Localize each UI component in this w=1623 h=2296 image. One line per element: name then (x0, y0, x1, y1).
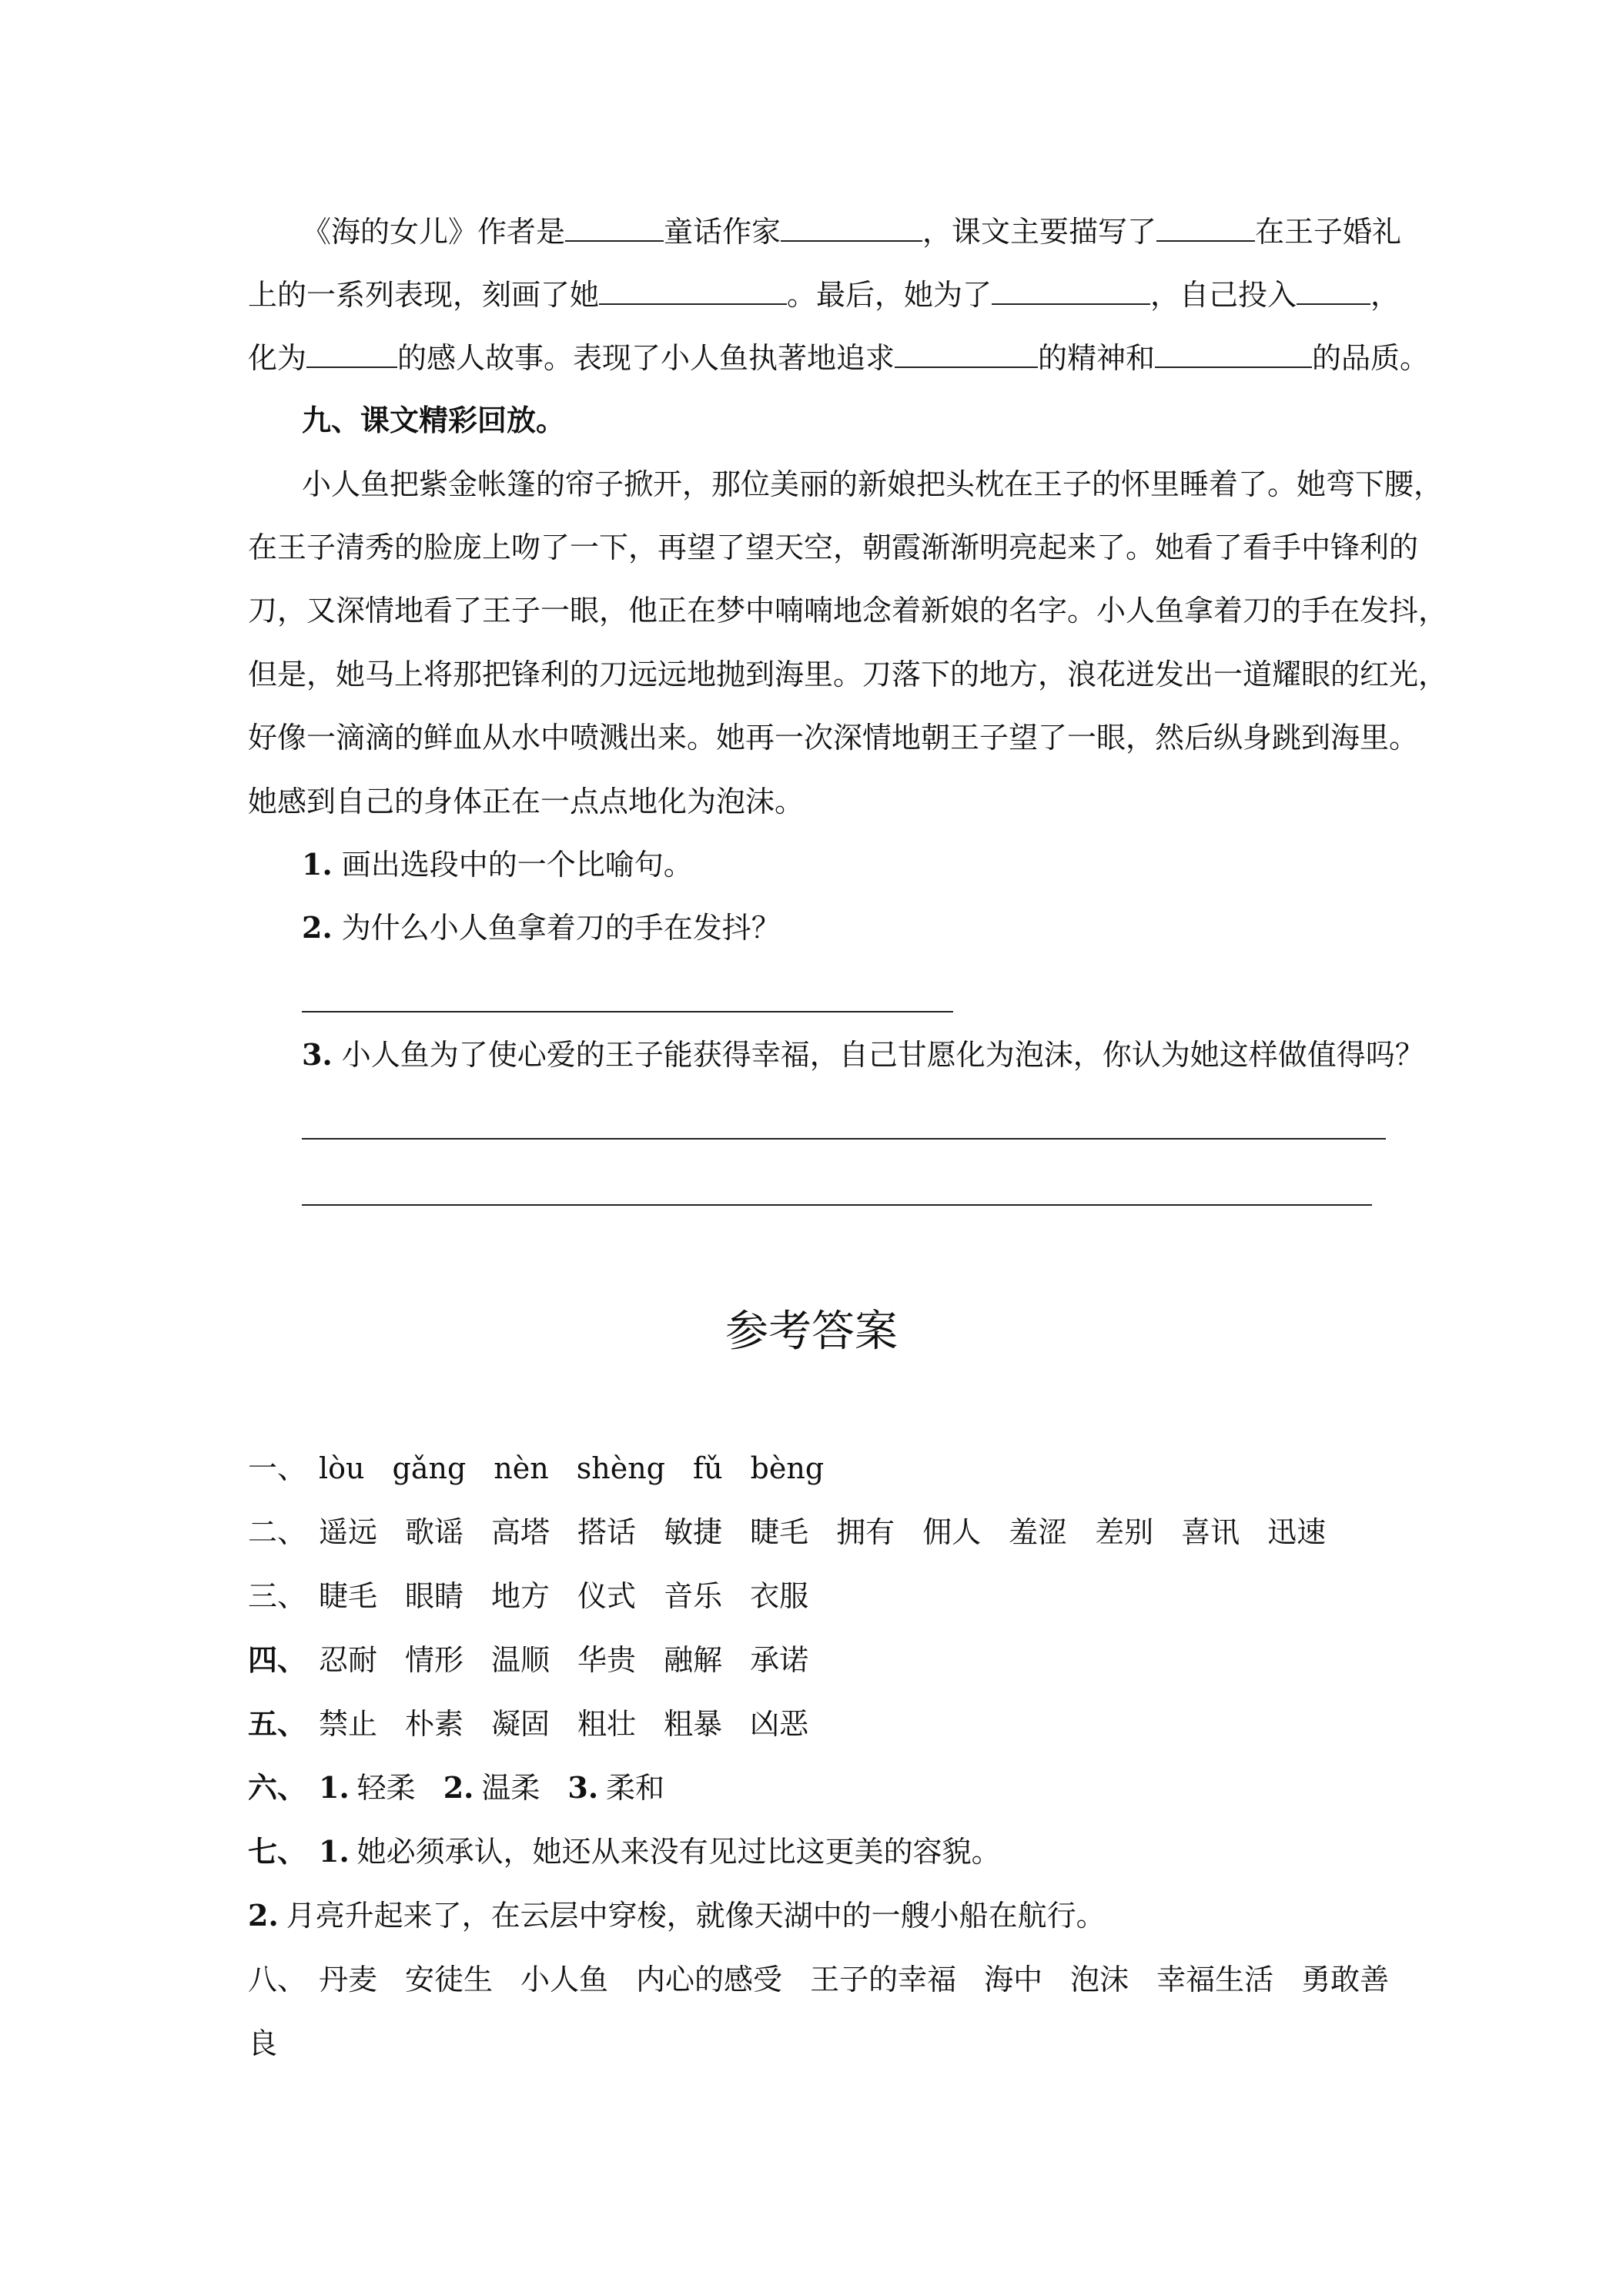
fill-blank[interactable] (306, 339, 397, 368)
fill-blank[interactable] (565, 213, 664, 242)
answer-item: 温柔 (481, 1771, 540, 1805)
passage-text: 童话作家 (664, 215, 781, 249)
answer-label: 八、 (248, 1963, 307, 1996)
answer-item: 睫毛 (319, 1579, 378, 1613)
passage-text: 《海的女儿》作者是 (302, 215, 566, 249)
answer-item: 羞涩 (1009, 1515, 1068, 1549)
answer-item: 丹麦 (319, 1963, 378, 1996)
fill-blank[interactable] (781, 213, 922, 242)
answer-row-2 (248, 1514, 1354, 1551)
fill-passage-line-1 (302, 213, 1401, 250)
answer-row-8-continuation: 良 (248, 2027, 278, 2060)
answer-item: 忍耐 (319, 1643, 378, 1677)
answer-item: 音乐 (664, 1579, 723, 1613)
answer-item: 她必须承认，她还从来没有见过比这更美的容貌。 (356, 1835, 1001, 1869)
passage-text: ， (1370, 278, 1400, 312)
passage-text: 在王子婚礼 (1255, 215, 1402, 249)
answer-number: 2. (443, 1770, 474, 1805)
paragraph-line: 小人鱼把紫金帐篷的帘子掀开，那位美丽的新娘把头枕在王子的怀里睡着了。她弯下腰， (302, 467, 1444, 501)
passage-text: 上的一系列表现，刻画了她 (248, 278, 600, 312)
answer-label: 三、 (248, 1579, 307, 1613)
passage-text: 的精神和 (1038, 341, 1156, 375)
question-text: 为什么小人鱼拿着刀的手在发抖？ (341, 911, 781, 945)
answer-item: 融解 (664, 1643, 723, 1677)
answer-item: lòu (319, 1451, 365, 1485)
answer-row-8 (248, 1961, 1389, 1998)
answer-item: 安徒生 (405, 1963, 494, 1996)
answer-line[interactable] (302, 1011, 953, 1012)
answer-item: nèn (494, 1451, 549, 1485)
fill-blank[interactable] (1297, 276, 1370, 305)
answer-item: 喜讯 (1181, 1515, 1240, 1549)
answer-item: 月亮升起来了，在云层中穿梭，就像天湖中的一艘小船在航行。 (286, 1899, 1106, 1933)
answer-item: 遥远 (319, 1515, 378, 1549)
answer-item: 小人鱼 (520, 1963, 609, 1996)
section-heading: 九、课文精彩回放。 (302, 403, 566, 437)
answer-number: 1. (319, 1834, 350, 1869)
answer-item: 凝固 (491, 1707, 550, 1741)
answer-item: bèng (750, 1451, 825, 1485)
answer-row-4 (248, 1642, 836, 1678)
question-number: 3. (302, 1037, 333, 1072)
fill-blank[interactable] (599, 276, 787, 305)
answer-item: 王子的幸福 (810, 1963, 957, 1996)
answer-item: 温顺 (491, 1643, 550, 1677)
answer-label: 二、 (248, 1515, 307, 1549)
fill-blank[interactable] (1156, 213, 1255, 242)
answer-label: 五、 (248, 1706, 307, 1741)
answer-item: 眼睛 (405, 1579, 464, 1613)
passage-text: ，课文主要描写了 (922, 215, 1157, 249)
answer-number: 3. (567, 1770, 599, 1805)
answer-item: 地方 (491, 1579, 550, 1613)
answer-item: 差别 (1095, 1515, 1154, 1549)
question-text: 画出选段中的一个比喻句。 (341, 848, 693, 882)
answer-number: 1. (319, 1770, 350, 1805)
answer-item: 勇敢善 (1301, 1963, 1390, 1996)
answer-row-7b (248, 1897, 1106, 1934)
fill-passage-line-2 (248, 276, 1400, 313)
passage-text: 的品质。 (1312, 341, 1430, 375)
answer-item: 迅速 (1267, 1515, 1327, 1549)
answer-row-6 (248, 1769, 692, 1806)
answer-item: 粗暴 (664, 1707, 723, 1741)
answer-row-1 (248, 1450, 852, 1487)
answer-item: 佣人 (922, 1515, 982, 1549)
answer-item: 仪式 (577, 1579, 637, 1613)
answer-item: 内心的感受 (636, 1963, 783, 1996)
answer-item: 幸福生活 (1156, 1963, 1274, 1996)
answer-item: 凶恶 (750, 1707, 809, 1741)
paragraph-line: 她感到自己的身体正在一点点地化为泡沫。 (248, 785, 805, 818)
answer-row-3 (248, 1578, 836, 1615)
paragraph-line: 好像一滴滴的鲜血从水中喷溅出来。她再一次深情地朝王子望了一眼，然后纵身跳到海里。 (248, 721, 1419, 755)
question-text: 小人鱼为了使心爱的王子能获得幸福，自己甘愿化为泡沫，你认为她这样做值得吗？ (341, 1038, 1424, 1072)
answer-item: 华贵 (577, 1643, 637, 1677)
question-number: 2. (302, 910, 333, 945)
answer-item: 粗壮 (577, 1707, 637, 1741)
answer-label: 一、 (248, 1451, 307, 1485)
answer-item: 承诺 (750, 1643, 809, 1677)
answer-label: 六、 (248, 1770, 307, 1805)
answer-item: 高塔 (491, 1515, 550, 1549)
answer-label: 四、 (248, 1642, 307, 1677)
answer-item: 朴素 (405, 1707, 464, 1741)
fill-passage-line-3 (248, 339, 1429, 377)
paragraph-line: 但是，她马上将那把锋利的刀远远地抛到海里。刀落下的地方，浪花迸发出一道耀眼的红光， (248, 658, 1448, 691)
answers-title: 参考答案 (725, 1307, 898, 1357)
fill-blank[interactable] (895, 339, 1038, 368)
passage-text: 化为 (248, 341, 307, 375)
answer-line[interactable] (302, 1204, 1372, 1206)
answer-item: 泡沫 (1070, 1963, 1129, 1996)
passage-text: 的感人故事。表现了小人鱼执著地追求 (397, 341, 895, 375)
answer-item: 歌谣 (405, 1515, 464, 1549)
fill-blank[interactable] (1155, 339, 1312, 368)
question-number: 1. (302, 847, 333, 882)
answer-row-7 (248, 1833, 1001, 1870)
answer-item: 衣服 (750, 1579, 809, 1613)
answer-item: 禁止 (319, 1707, 378, 1741)
passage-text: 。最后，她为了 (787, 278, 992, 312)
answer-line[interactable] (302, 1138, 1386, 1140)
answer-item: 睫毛 (750, 1515, 809, 1549)
question-1 (302, 846, 693, 883)
answer-item: shèng (576, 1451, 665, 1485)
fill-blank[interactable] (992, 276, 1150, 305)
answer-item: 海中 (984, 1963, 1043, 1996)
answer-number: 2. (248, 1898, 279, 1933)
passage-text: ，自己投入 (1150, 278, 1297, 312)
answer-item: 柔和 (606, 1771, 665, 1805)
answer-item: 轻柔 (356, 1771, 416, 1805)
answer-row-5 (248, 1705, 836, 1742)
paragraph-line: 在王子清秀的脸庞上吻了一下，再望了望天空，朝霞渐渐明亮起来了。她看了看手中锋利的 (248, 530, 1419, 564)
answer-label: 七、 (248, 1834, 307, 1869)
answer-item: 情形 (405, 1643, 464, 1677)
question-3 (302, 1036, 1424, 1073)
answer-item: gǎng (392, 1451, 467, 1485)
paragraph-line: 刀，又深情地看了王子一眼，他正在梦中喃喃地念着新娘的名字。小人鱼拿着刀的手在发抖， (248, 594, 1448, 628)
answer-item: 搭话 (577, 1515, 637, 1549)
question-2 (302, 909, 781, 946)
answer-item: 拥有 (836, 1515, 895, 1549)
answer-item: fǔ (693, 1451, 723, 1485)
answer-item: 敏捷 (664, 1515, 723, 1549)
